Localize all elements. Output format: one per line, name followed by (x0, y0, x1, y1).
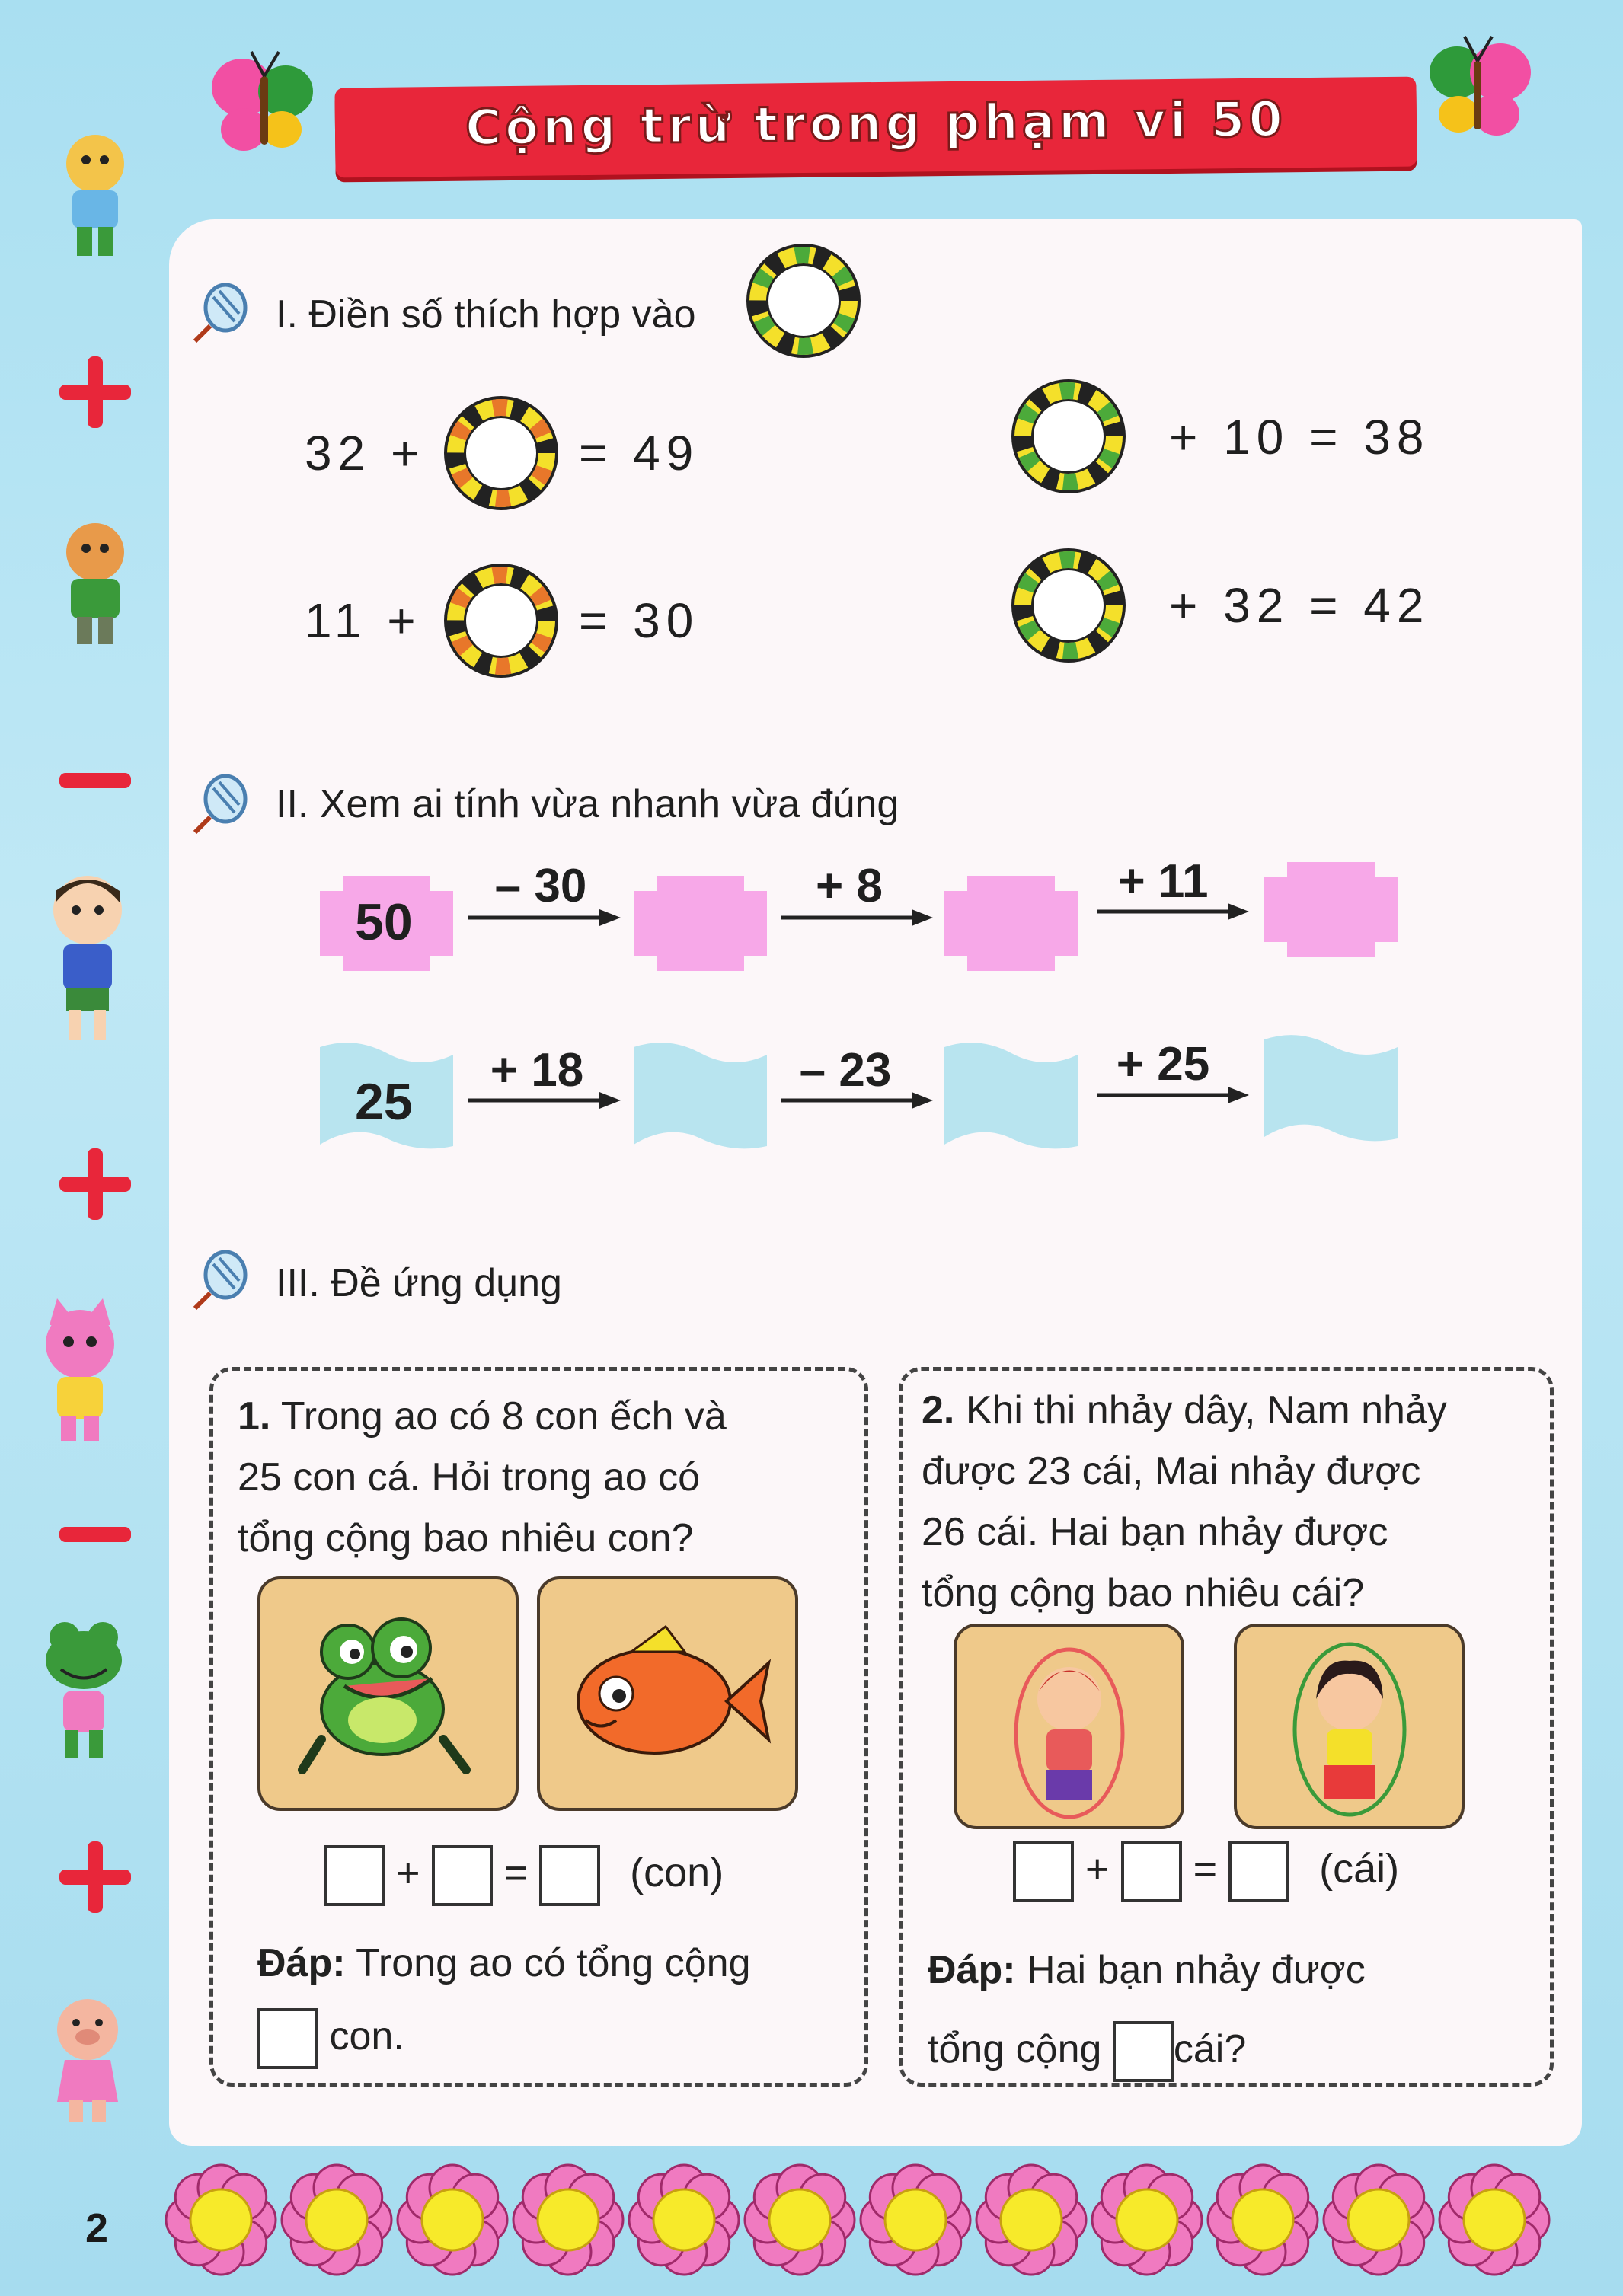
arrow-right-icon (468, 1089, 621, 1112)
problem-1-formula (324, 1845, 724, 1906)
flower-icon (166, 2165, 276, 2275)
blue-wave-answer-3[interactable] (1264, 1032, 1398, 1146)
dog-green-icon (50, 518, 141, 647)
flower-icon (861, 2165, 970, 2275)
flower-icon (629, 2165, 739, 2275)
equals-sign: = (1193, 1846, 1218, 1892)
arrow-right-icon (781, 906, 933, 929)
chain-2-op-1: + 18 (490, 1044, 584, 1097)
equation-3-right: + 10 = 38 (1169, 410, 1430, 465)
problem-1-unit: (con) (630, 1850, 724, 1896)
problem-2-unit: (cái) (1319, 1846, 1400, 1892)
problem-2-answer-text: Hai bạn nhảy được (1027, 1948, 1366, 1992)
problem-1-line-1: Trong ao có 8 con ếch và (280, 1394, 727, 1439)
plus-sign-icon (53, 350, 137, 434)
flower-icon (976, 2165, 1086, 2275)
equation-2-left: 11 + (305, 593, 422, 648)
problem-1-number: 1. (238, 1394, 271, 1439)
butterfly-left-icon (206, 46, 320, 160)
boy-icon (34, 868, 141, 1051)
problem-1-answer-text: Trong ao có tổng cộng (356, 1941, 751, 1985)
problem-1-answer-end: con. (329, 2014, 404, 2058)
chain-1-op-1: – 30 (494, 860, 587, 912)
chain-1-op-3: + 11 (1117, 855, 1209, 908)
plus-sign: + (1085, 1846, 1110, 1892)
answer-square[interactable] (324, 1845, 385, 1906)
flower-icon (398, 2165, 507, 2275)
problem-2-answer-end: cái? (1173, 2027, 1247, 2071)
flower-icon (1092, 2165, 1202, 2275)
answer-square[interactable] (257, 2008, 318, 2069)
flower-icon (282, 2165, 391, 2275)
butterfly-right-icon (1420, 30, 1535, 145)
title-banner (334, 77, 1417, 178)
magnifier-pencil-icon (190, 773, 251, 834)
fish-picture-card (537, 1576, 798, 1811)
chain-1-start: 50 (355, 893, 413, 951)
problem-2-number: 2. (922, 1388, 955, 1432)
frog-icon (34, 1614, 133, 1767)
problem-2-line-1: Khi thi nhảy dây, Nam nhảy (965, 1388, 1447, 1432)
arrow-right-icon (1097, 1084, 1249, 1106)
flower-icon (745, 2165, 855, 2275)
answer-label: Đáp: (257, 1941, 346, 1985)
answer-square[interactable] (539, 1845, 600, 1906)
arrow-right-icon (468, 906, 621, 929)
answer-ring-2[interactable] (444, 564, 558, 678)
ring-icon (746, 244, 861, 358)
chain-2-op-2: – 23 (799, 1044, 892, 1097)
problem-1-text (238, 1386, 847, 1569)
frog-picture-icon (260, 1579, 516, 1808)
answer-label: Đáp: (928, 1948, 1016, 1992)
pink-cross-answer-2[interactable] (944, 876, 1078, 971)
pink-cross-answer-1[interactable] (634, 876, 767, 971)
flower-icon (1439, 2165, 1549, 2275)
problem-2-line-2: được 23 cái, Mai nhảy được (922, 1449, 1421, 1493)
equals-sign: = (503, 1850, 529, 1896)
section-3-heading: III. Đề ứng dụng (276, 1261, 562, 1305)
problem-1-line-3: tổng cộng bao nhiêu con? (238, 1516, 694, 1560)
plus-sign-icon (53, 1142, 137, 1226)
problem-1-answer (257, 1927, 851, 2073)
flower-icon (1208, 2165, 1318, 2275)
equation-2-right: = 30 (579, 593, 700, 648)
answer-square[interactable] (1121, 1841, 1182, 1902)
minus-sign-icon (53, 739, 137, 822)
problem-2-answer (928, 1930, 1529, 2089)
blue-wave-answer-1[interactable] (634, 1039, 767, 1154)
jumprope-boy-card (954, 1624, 1184, 1829)
jumprope-girl-card (1234, 1624, 1465, 1829)
problem-2-formula (1013, 1841, 1399, 1902)
answer-ring-1[interactable] (444, 396, 558, 510)
page-number: 2 (85, 2205, 109, 2251)
arrow-right-icon (1097, 900, 1249, 923)
problem-2-line-4: tổng cộng bao nhiêu cái? (922, 1571, 1365, 1615)
minus-sign-icon (53, 1493, 137, 1576)
cat-icon (30, 1295, 129, 1447)
chain-2-op-3: + 25 (1116, 1038, 1210, 1091)
chain-2-start: 25 (355, 1073, 413, 1131)
flower-row-icon (164, 2163, 1596, 2277)
jumprope-girl-icon (1237, 1627, 1462, 1826)
jumprope-boy-icon (957, 1627, 1181, 1826)
magnifier-pencil-icon (190, 1249, 251, 1310)
problem-1-line-2: 25 con cá. Hỏi trong ao có (238, 1455, 701, 1499)
problem-2-answer-prefix: tổng cộng (928, 2027, 1102, 2071)
dog-boy-icon (50, 129, 141, 259)
blue-wave-answer-2[interactable] (944, 1039, 1078, 1154)
answer-square[interactable] (1228, 1841, 1289, 1902)
equation-1-left: 32 + (305, 426, 426, 481)
frog-picture-card (257, 1576, 519, 1811)
flower-border (164, 2163, 1596, 2277)
equation-1-right: = 49 (579, 426, 700, 481)
answer-square[interactable] (1013, 1841, 1074, 1902)
chain-1-op-2: + 8 (816, 860, 883, 912)
problem-2-line-3: 26 cái. Hai bạn nhảy được (922, 1510, 1388, 1554)
arrow-right-icon (781, 1089, 933, 1112)
flower-icon (513, 2165, 623, 2275)
answer-ring-3[interactable] (1011, 379, 1126, 493)
answer-square[interactable] (1113, 2021, 1174, 2082)
pig-icon (42, 1995, 133, 2125)
plus-sign-icon (53, 1835, 137, 1919)
flower-icon (1324, 2165, 1433, 2275)
pink-cross-answer-3[interactable] (1264, 862, 1398, 957)
problem-2-text (922, 1380, 1531, 1624)
page-title: Cộng trừ trong phạm vi 50 (465, 91, 1287, 157)
fish-picture-icon (540, 1579, 795, 1808)
equation-4-right: + 32 = 42 (1169, 578, 1430, 633)
magnifier-pencil-icon (190, 282, 251, 343)
section-1-heading: I. Điền số thích hợp vào (276, 292, 696, 337)
answer-square[interactable] (432, 1845, 493, 1906)
plus-sign: + (396, 1850, 420, 1896)
answer-ring-4[interactable] (1011, 548, 1126, 663)
section-2-heading: II. Xem ai tính vừa nhanh vừa đúng (276, 782, 899, 826)
